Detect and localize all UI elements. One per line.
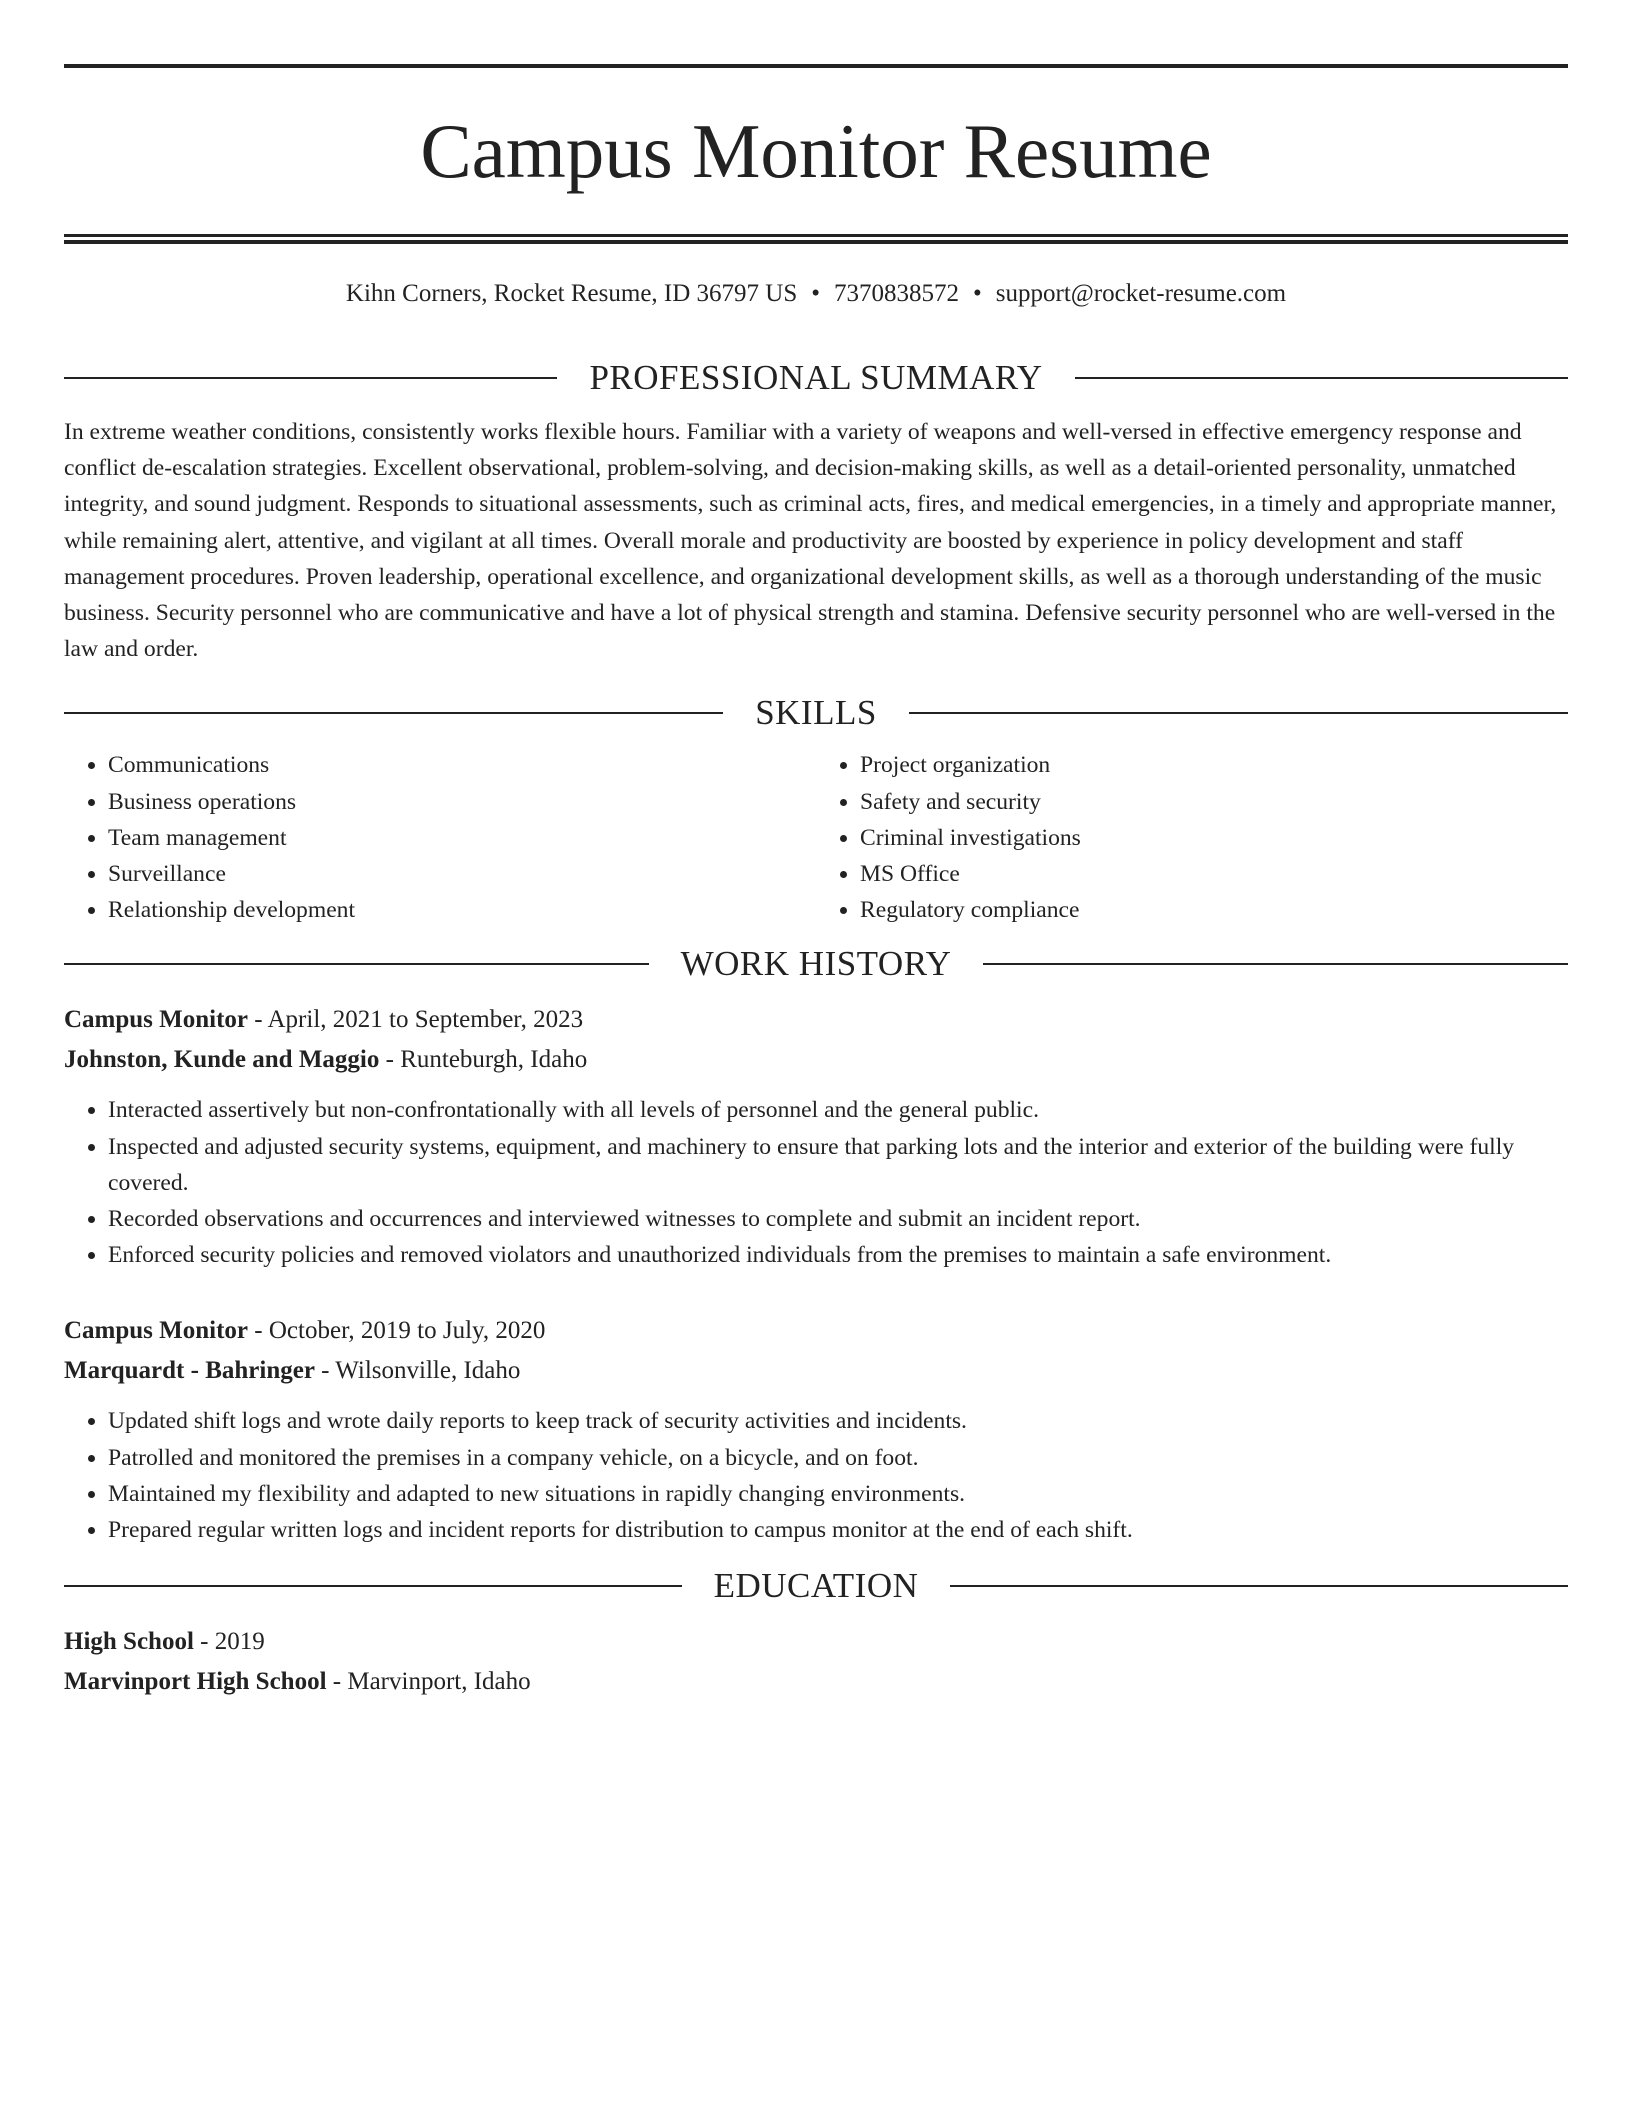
job-bullet: • Enforced security policies and removed violators and unauthorized individuals from the premises to maintain a safe environment. (108, 1237, 1568, 1273)
contact-phone: 7370838572 (834, 280, 960, 307)
job-company-line (64, 1351, 1568, 1391)
skill-item: • Business operations (108, 784, 816, 820)
contact-separator: • (973, 280, 982, 307)
skill-item: • Project organization (860, 747, 1568, 783)
job-dates: October, 2019 to July, 2020 (268, 1317, 546, 1345)
summary-heading: PROFESSIONAL SUMMARY (589, 358, 1043, 397)
resume-page (64, 64, 1568, 1702)
job-dates: April, 2021 to September, 2023 (267, 1006, 584, 1034)
job-bullet: • Inspected and adjusted security systems, equipment, and machinery to ensure that parking lots and the interior and exterior of the building were fully covered. (108, 1129, 1568, 1201)
section-rule (64, 1585, 682, 1587)
job-title: Campus Monitor (64, 1006, 249, 1034)
job-bullet: • Interacted assertively but non-confrontationally with all levels of personnel and the general public. (108, 1092, 1568, 1128)
job-bullet: • Recorded observations and occurrences and interviewed witnesses to complete and submit an incident report. (108, 1201, 1568, 1237)
dash: - (248, 1006, 268, 1034)
education-school-line (64, 1662, 1568, 1702)
skill-item: • Surveillance (108, 856, 816, 892)
page-title: Campus Monitor Resume (420, 108, 1212, 194)
job-title-line (64, 1311, 1568, 1351)
skill-item: • Safety and security (860, 784, 1568, 820)
dash: - (248, 1317, 269, 1345)
skill-item: • Regulatory compliance (860, 892, 1568, 928)
job-bullet: • Updated shift logs and wrote daily reports to keep track of security activities and incidents. (108, 1403, 1568, 1439)
section-rule (909, 712, 1568, 714)
skills-column-right (816, 747, 1568, 928)
skills-section-header (64, 691, 1568, 735)
job-location: Runteburgh, Idaho (400, 1046, 588, 1074)
education-school: Marvinport High School (64, 1668, 327, 1696)
section-rule (983, 963, 1568, 965)
job-bullets (64, 1092, 1568, 1273)
work-heading: WORK HISTORY (680, 944, 952, 984)
job-title-line (64, 1000, 1568, 1040)
top-rule (64, 64, 1568, 68)
section-rule (1075, 377, 1568, 379)
skill-item: • Criminal investigations (860, 820, 1568, 856)
job-title: Campus Monitor (64, 1317, 249, 1345)
section-rule (950, 1585, 1568, 1587)
job-bullet: • Patrolled and monitored the premises in a company vehicle, on a bicycle, and on foot. (108, 1440, 1568, 1476)
contact-separator: • (811, 280, 821, 307)
job-bullets (64, 1403, 1568, 1548)
section-rule (64, 712, 723, 714)
dash: - (379, 1046, 401, 1074)
contact-email: support@rocket-resume.com (995, 280, 1287, 307)
skills-list (64, 747, 1568, 928)
job-entry (64, 1311, 1568, 1548)
education-degree: High School (64, 1628, 194, 1656)
summary-section-header (64, 356, 1568, 400)
work-section-header (64, 942, 1568, 986)
dash: - (193, 1628, 215, 1656)
education-entry (64, 1622, 1568, 1702)
skills-heading: SKILLS (755, 693, 877, 733)
education-degree-line (64, 1622, 1568, 1662)
job-company: Marquardt - Bahringer (64, 1357, 315, 1385)
contact-line (64, 276, 1568, 312)
skills-column-left (64, 747, 816, 928)
job-bullet: • Prepared regular written logs and incident reports for distribution to campus monitor at the end of each shift. (108, 1512, 1568, 1548)
skill-item: • MS Office (860, 856, 1568, 892)
job-location: Wilsonville, Idaho (335, 1357, 521, 1385)
contact-address: Kihn Corners, Rocket Resume, ID 36797 US (345, 280, 798, 307)
skill-item: • Relationship development (108, 892, 816, 928)
section-rule (64, 377, 557, 379)
job-company-line (64, 1040, 1568, 1080)
job-entry (64, 1000, 1568, 1273)
education-heading: EDUCATION (713, 1566, 919, 1606)
summary-text: In extreme weather conditions, consistently works flexible hours. Familiar with a variety of weapons and well-versed in effective emergency response and conflict de-escalation strategies. Excellent observational, problem-solving, and decision-making skills, as well as a detail-oriented personality, unmatched integrity, and sound judgment. Responds to situational assessments, such as criminal acts, fires, and medical emergencies, in a timely and appropriate manner, while remaining alert, attentive, and vigilant at all times. Overall morale and productivity are boosted by experience in policy development and staff management procedures. Proven leadership, operational excellence, and organizational development skills, as well as a thorough understanding of the music business. Security personnel who are communicative and have a lot of physical strength and stamina. Defensive security personnel who are well-versed in the law and order. (64, 419, 1557, 663)
job-bullet: • Maintained my flexibility and adapted to new situations in rapidly changing environments. (108, 1476, 1568, 1512)
skill-item: • Communications (108, 747, 816, 783)
education-location: Marvinport, Idaho (347, 1668, 531, 1696)
dash: - (314, 1357, 336, 1385)
education-year: 2019 (214, 1628, 265, 1656)
education-section-header (64, 1564, 1568, 1608)
section-rule (64, 963, 649, 965)
dash: - (326, 1668, 348, 1696)
job-company: Johnston, Kunde and Maggio (64, 1046, 380, 1074)
title-double-rule (64, 234, 1568, 244)
skill-item: • Team management (108, 820, 816, 856)
